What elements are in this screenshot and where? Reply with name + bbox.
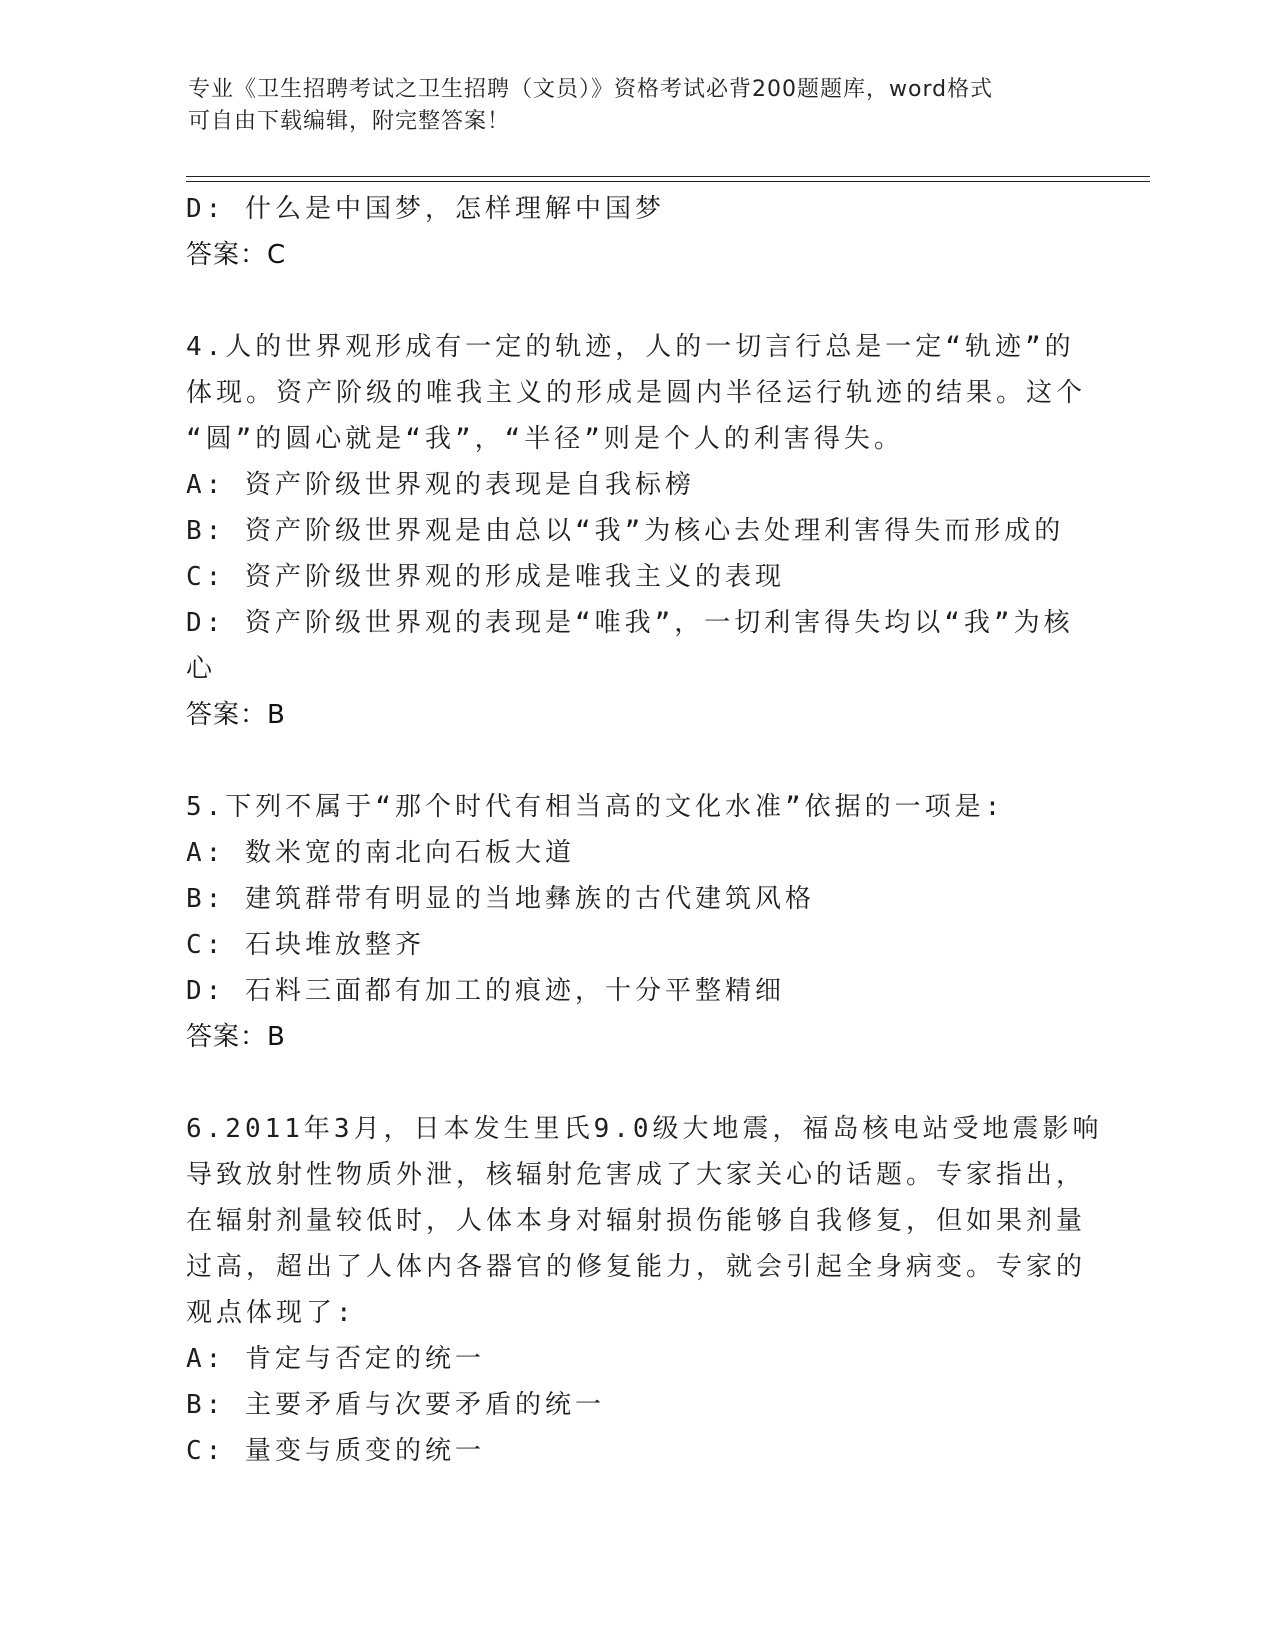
question-stem-line: 4.人的世界观形成有一定的轨迹，人的一切言行总是一定“轨迹”的: [186, 332, 1075, 362]
option-b: B: 主要矛盾与次要矛盾的统一: [186, 1390, 605, 1420]
spacer: [186, 1060, 1086, 1106]
question-3: [186, 186, 1086, 278]
answer-line: 答案：B: [186, 700, 286, 730]
question-4: [186, 324, 1086, 738]
option-a: A: 肯定与否定的统一: [186, 1344, 485, 1374]
question-stem-line: 体现。资产阶级的唯我主义的形成是圆内半径运行轨迹的结果。这个: [186, 378, 1087, 408]
question-5: [186, 784, 1086, 1060]
question-stem-line: 6.2011年3月，日本发生里氏9.0级大地震，福岛核电站受地震影响: [186, 1114, 1103, 1144]
option-c: C: 石块堆放整齐: [186, 930, 425, 960]
question-stem-line: 过高，超出了人体内各器官的修复能力，就会引起全身病变。专家的: [186, 1252, 1087, 1282]
page-header: [188, 74, 1088, 138]
question-stem-line: 在辐射剂量较低时，人体本身对辐射损伤能够自我修复，但如果剂量: [186, 1206, 1087, 1236]
header-rule-top: [186, 176, 1150, 177]
option-d: D: 资产阶级世界观的表现是“唯我”，一切利害得失均以“我”为核: [186, 608, 1074, 638]
answer-line: 答案：C: [186, 240, 287, 270]
option-d: D: 什么是中国梦，怎样理解中国梦: [186, 194, 665, 224]
header-rule-bottom: [186, 181, 1150, 182]
option-d: D: 石料三面都有加工的痕迹，十分平整精细: [186, 976, 785, 1006]
option-b: B: 资产阶级世界观是由总以“我”为核心去处理利害得失而形成的: [186, 516, 1065, 546]
question-list: [186, 186, 1103, 1474]
question-stem-line: 观点体现了:: [186, 1298, 356, 1328]
answer-line: 答案：B: [186, 1022, 286, 1052]
question-stem-line: 5.下列不属于“那个时代有相当高的文化水准”依据的一项是:: [186, 792, 1005, 822]
header-line-2: 可自由下载编辑，附完整答案！: [188, 109, 511, 134]
option-c: C: 资产阶级世界观的形成是唯我主义的表现: [186, 562, 785, 592]
option-d-continued: 心: [186, 654, 217, 684]
question-6: [186, 1106, 1103, 1474]
option-c: C: 量变与质变的统一: [186, 1436, 485, 1466]
option-a: A: 数米宽的南北向石板大道: [186, 838, 575, 868]
header-line-1: 专业《卫生招聘考试之卫生招聘（文员）》资格考试必背200题题库，word格式: [188, 77, 994, 102]
option-a: A: 资产阶级世界观的表现是自我标榜: [186, 470, 695, 500]
spacer: [186, 278, 1086, 324]
question-stem-line: 导致放射性物质外泄，核辐射危害成了大家关心的话题。专家指出，: [186, 1160, 1087, 1190]
spacer: [186, 738, 1086, 784]
option-b: B: 建筑群带有明显的当地彝族的古代建筑风格: [186, 884, 815, 914]
question-stem-line: “圆”的圆心就是“我”，“半径”则是个人的利害得失。: [186, 424, 904, 454]
